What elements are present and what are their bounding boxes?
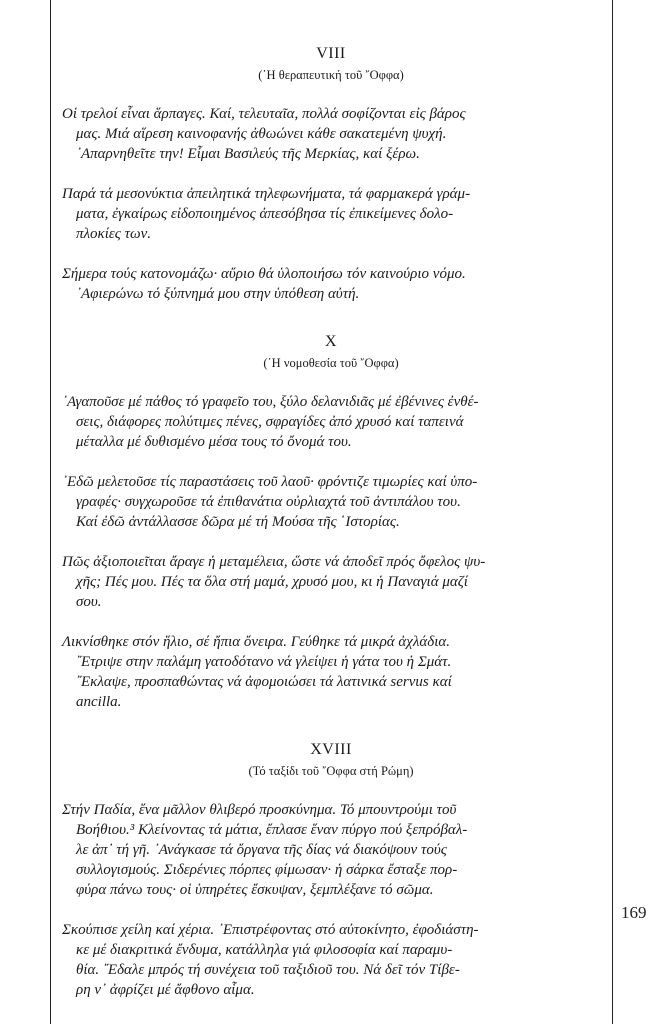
stanza-line: Στήν Παδία, ἕνα μᾶλλον θλιβερό προσκύνημα. Τό μπουντρούμι τοῦ <box>62 802 457 818</box>
right-margin-rule <box>612 0 613 1024</box>
stanza-line: ᾽Απαρνηθεῖτε την! Εἶμαι Βασιλεύς τῆς Μερκίας, καί ξέρω. <box>76 146 420 162</box>
stanza <box>62 552 600 612</box>
stanza-line: Παρά τά μεσονύκτια ἀπειλητικά τηλεφωνήματα, τά φαρμακερά γράμ- <box>62 186 471 202</box>
stanza-line: ῎Ετριψε στην παλάμη γατοδότανο νά γλείψει ἡ γάτα του ἡ Σμάτ. <box>76 654 452 670</box>
stanza-line: Σκούπισε χείλη καί χέρια. ᾽Επιστρέφοντας στό αὐτοκίνητο, ἐφοδιάστη- <box>62 922 479 938</box>
stanza-line: μέταλλα μέ δυθισμένο μέσα τους τό ὄνομά του. <box>76 434 352 450</box>
stanza-line: σεις, διάφορες πολύτιμες πένες, σφραγίδες ἀπό χρυσό καί ταπεινά <box>76 414 464 430</box>
stanza-line: ματα, ἐγκαίρως εἰδοποιημένος ἀπεσόβησα τίς ἐπικείμενες δολο- <box>76 206 454 222</box>
stanza-line: φύρα πάνω τους· οἱ ὑπηρέτες ἔσκυψαν, ξεμπλέξανε τό σῶμα. <box>76 882 434 898</box>
stanza-line: ῎Εκλαψε, προσπαθώντας νά ἀφομοιώσει τά λατινικά servus καί <box>76 674 452 690</box>
stanza-line: πλοκίες των. <box>76 226 151 242</box>
stanza-line: ᾽Εδῶ μελετοῦσε τίς παραστάσεις τοῦ λαοῦ· φρόντιζε τιμωρίες καί ὑπο- <box>62 474 478 490</box>
stanza <box>62 920 600 1000</box>
section-heading: XVIII <box>310 741 352 758</box>
stanza-line: λε ἀπ᾽ τή γῆ. ᾽Ανάγκασε τά ὄργανα τῆς δίας νά διακόψουν τούς <box>76 842 447 858</box>
stanza-line: ᾽Αγαποῦσε μέ πάθος τό γραφεῖο του, ξύλο δελανιδιᾶς μέ ἐβένινες ἐνθέ- <box>62 394 479 410</box>
section-subtitle: (᾽Η θεραπευτική τοῦ ῎Οφφα) <box>258 68 404 82</box>
stanza-line: ρη ν᾽ ἀφρίζει μέ ἄφθονο αἷμα. <box>76 982 255 998</box>
stanza-line: Καί ἐδῶ ἀντάλλασσε δῶρα μέ τή Μούσα τῆς ῾Ιστορίας. <box>76 514 400 530</box>
section-subtitle: (Τό ταξίδι τοῦ ῎Οφφα στή Ρώμη) <box>248 764 414 778</box>
stanza-line: Σήμερα τούς κατονομάζω· αὔριο θά ὑλοποιήσω τόν καινούριο νόμο. <box>62 266 466 282</box>
stanza <box>62 184 600 244</box>
stanza-line: ancilla. <box>76 694 122 710</box>
poem-body <box>62 44 600 1000</box>
stanza-line: κε μέ διακριτικά ἔνδυμα, κατάλληλα γιά φιλοσοφία καί παραμυ- <box>76 942 453 958</box>
stanza-line: Βοήθιου.³ Κλείνοντας τά μάτια, ἔπλασε ἕναν πύργο πού ξεπρόβαλ- <box>76 822 468 838</box>
stanza <box>62 264 600 304</box>
stanza-line: γραφές· συγχωροῦσε τά ἐπιθανάτια οὐρλιαχτά τοῦ ἀντιπάλου του. <box>76 494 461 510</box>
stanza <box>62 104 600 164</box>
stanza <box>62 800 600 900</box>
stanza-line: χῆς; Πές μου. Πές τα ὅλα στή μαμά, χρυσό μου, κι ἡ Παναγιά μαζί <box>76 574 468 590</box>
stanza-line: θία. ῎Εδαλε μπρός τή συνέχεια τοῦ ταξιδιοῦ του. Νά δεῖ τόν Τίβε- <box>76 962 460 978</box>
stanza-line: ᾽Αφιερώνω τό ξύπνημά μου στην ὑπόθεση αὐτή. <box>76 286 360 302</box>
section-heading: VIII <box>316 45 346 62</box>
page-number: 169 <box>621 903 647 922</box>
stanza-line: σου. <box>76 594 102 610</box>
stanza-line: συλλογισμούς. Σιδερένιες πόρπες φίμωσαν· ἡ σάρκα ἔσταξε πορ- <box>76 862 458 878</box>
stanza-line: Λικνίσθηκε στόν ἥλιο, σέ ἤπια ὄνειρα. Γεύθηκε τά μικρά ἀχλάδια. <box>62 634 451 650</box>
stanza <box>62 392 600 452</box>
stanza-line: μας. Μιά αἵρεση καινοφανής ἀθωώνει κάθε σακατεμένη ψυχή. <box>76 126 447 142</box>
stanza-line: Πῶς ἀξιοποιεῖται ἄραγε ἡ μεταμέλεια, ὥστε νά ἀποδεῖ πρός ὄφελος ψυ- <box>62 554 486 570</box>
stanza <box>62 632 600 712</box>
left-margin-rule <box>50 0 51 1024</box>
section-subtitle: (᾽Η νομοθεσία τοῦ ῎Οφφα) <box>263 356 399 370</box>
stanza-line: Οἱ τρελοί εἶναι ἅρπαγες. Καί, τελευταῖα, πολλά σοφίζονται εἰς βάρος <box>62 106 466 122</box>
section-heading: X <box>324 333 338 350</box>
stanza <box>62 472 600 532</box>
